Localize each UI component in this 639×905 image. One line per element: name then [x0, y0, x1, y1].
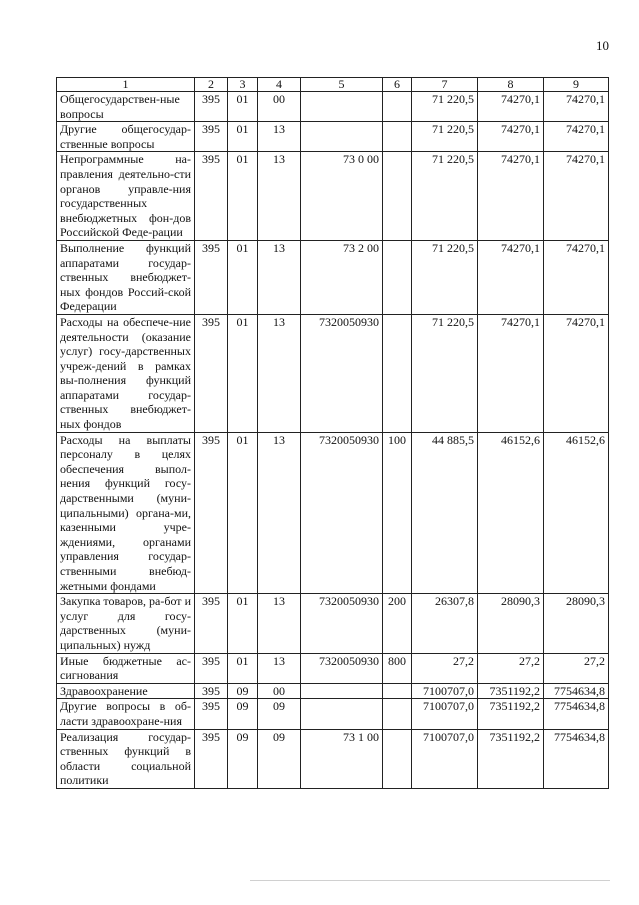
amount-col9-cell: 74270,1 [544, 122, 609, 152]
row-name-cell: Реализация государ-ственных функций в области социальной политики [57, 729, 195, 788]
admin-code-cell: 395 [195, 240, 228, 314]
amount-col8-cell: 7351192,2 [478, 683, 544, 699]
amount-col7-cell: 71 220,5 [412, 314, 478, 432]
subsection-cell: 00 [258, 92, 301, 122]
admin-code-cell: 395 [195, 314, 228, 432]
target-article-cell [301, 122, 383, 152]
row-name-cell: Выполнение функций аппаратами государ-ственных внебюджет-ных фондов Россий-ской Федерации [57, 240, 195, 314]
row-name-cell: Расходы на выплаты персоналу в целях обеспечения выпол-нения функций госу-дарственными (муни-ципальными) органа-ми, казенными учре-ждениями, органами управления государ-ственными внебюд-жетными фондами [57, 432, 195, 594]
row-name-cell: Расходы на обеспече-ние деятельности (оказание услуг) госу-дарственных учреж-дений в рамках вы-полнения функций аппаратами государ-ственных внебюджет-ных фондов [57, 314, 195, 432]
amount-col9-cell: 74270,1 [544, 152, 609, 241]
col-header-5: 5 [301, 78, 383, 92]
amount-col7-cell: 7100707,0 [412, 683, 478, 699]
table-row [57, 683, 609, 699]
admin-code-cell: 395 [195, 729, 228, 788]
admin-code-cell: 395 [195, 683, 228, 699]
amount-col7-cell: 7100707,0 [412, 699, 478, 729]
target-article-cell: 73 2 00 [301, 240, 383, 314]
expense-type-cell: 800 [383, 653, 412, 683]
row-name-cell: Непрограммные на-правления деятельно-сти органов управле-ния государственных внебюджетных фон-дов Российской Феде-рации [57, 152, 195, 241]
expense-type-cell: 100 [383, 432, 412, 594]
subsection-cell: 13 [258, 594, 301, 653]
amount-col8-cell: 74270,1 [478, 314, 544, 432]
admin-code-cell: 395 [195, 122, 228, 152]
col-header-2: 2 [195, 78, 228, 92]
admin-code-cell: 395 [195, 432, 228, 594]
subsection-cell: 13 [258, 432, 301, 594]
section-cell: 01 [228, 152, 258, 241]
expense-type-cell [383, 683, 412, 699]
table-row [57, 729, 609, 788]
subsection-cell: 13 [258, 122, 301, 152]
target-article-cell: 7320050930 [301, 432, 383, 594]
amount-col8-cell: 7351192,2 [478, 699, 544, 729]
amount-col9-cell: 74270,1 [544, 314, 609, 432]
target-article-cell: 7320050930 [301, 594, 383, 653]
row-name-cell: Другие вопросы в об-ласти здравоохране-ния [57, 699, 195, 729]
amount-col9-cell: 7754634,8 [544, 699, 609, 729]
footer-divider [250, 880, 610, 881]
table-row [57, 653, 609, 683]
amount-col8-cell: 7351192,2 [478, 729, 544, 788]
table-row [57, 699, 609, 729]
amount-col7-cell: 71 220,5 [412, 152, 478, 241]
amount-col8-cell: 74270,1 [478, 122, 544, 152]
amount-col8-cell: 74270,1 [478, 92, 544, 122]
admin-code-cell: 395 [195, 653, 228, 683]
amount-col7-cell: 71 220,5 [412, 240, 478, 314]
amount-col8-cell: 28090,3 [478, 594, 544, 653]
target-article-cell: 73 1 00 [301, 729, 383, 788]
row-name-cell: Здравоохранение [57, 683, 195, 699]
amount-col9-cell: 74270,1 [544, 240, 609, 314]
admin-code-cell: 395 [195, 92, 228, 122]
amount-col8-cell: 74270,1 [478, 152, 544, 241]
col-header-1: 1 [57, 78, 195, 92]
table-body [57, 92, 609, 789]
section-cell: 01 [228, 240, 258, 314]
admin-code-cell: 395 [195, 699, 228, 729]
section-cell: 01 [228, 432, 258, 594]
target-article-cell: 73 0 00 [301, 152, 383, 241]
row-name-cell: Общегосударствен-ные вопросы [57, 92, 195, 122]
row-name-cell: Другие общегосудар-ственные вопросы [57, 122, 195, 152]
table-row [57, 122, 609, 152]
admin-code-cell: 395 [195, 152, 228, 241]
target-article-cell [301, 683, 383, 699]
table-row [57, 152, 609, 241]
table-row [57, 240, 609, 314]
expense-type-cell [383, 92, 412, 122]
amount-col9-cell: 46152,6 [544, 432, 609, 594]
section-cell: 01 [228, 92, 258, 122]
target-article-cell [301, 699, 383, 729]
subsection-cell: 09 [258, 699, 301, 729]
section-cell: 09 [228, 729, 258, 788]
row-name-cell: Закупка товаров, ра-бот и услуг для госу-дарственных (муни-ципальных) нужд [57, 594, 195, 653]
subsection-cell: 13 [258, 152, 301, 241]
expense-type-cell [383, 240, 412, 314]
col-header-4: 4 [258, 78, 301, 92]
amount-col9-cell: 27,2 [544, 653, 609, 683]
header-row [57, 78, 609, 92]
section-cell: 01 [228, 653, 258, 683]
table-row [57, 432, 609, 594]
amount-col8-cell: 27,2 [478, 653, 544, 683]
expense-type-cell: 200 [383, 594, 412, 653]
amount-col7-cell: 7100707,0 [412, 729, 478, 788]
amount-col9-cell: 7754634,8 [544, 729, 609, 788]
col-header-3: 3 [228, 78, 258, 92]
page-number: 10 [596, 38, 609, 53]
subsection-cell: 13 [258, 240, 301, 314]
section-cell: 09 [228, 683, 258, 699]
amount-col9-cell: 7754634,8 [544, 683, 609, 699]
expense-type-cell [383, 729, 412, 788]
amount-col8-cell: 46152,6 [478, 432, 544, 594]
table-row [57, 594, 609, 653]
col-header-6: 6 [383, 78, 412, 92]
subsection-cell: 09 [258, 729, 301, 788]
target-article-cell: 7320050930 [301, 314, 383, 432]
subsection-cell: 13 [258, 653, 301, 683]
subsection-cell: 13 [258, 314, 301, 432]
section-cell: 01 [228, 314, 258, 432]
amount-col7-cell: 27,2 [412, 653, 478, 683]
amount-col7-cell: 26307,8 [412, 594, 478, 653]
expense-type-cell [383, 122, 412, 152]
amount-col8-cell: 74270,1 [478, 240, 544, 314]
admin-code-cell: 395 [195, 594, 228, 653]
col-header-7: 7 [412, 78, 478, 92]
amount-col7-cell: 71 220,5 [412, 122, 478, 152]
subsection-cell: 00 [258, 683, 301, 699]
budget-table [56, 77, 609, 789]
section-cell: 09 [228, 699, 258, 729]
target-article-cell: 7320050930 [301, 653, 383, 683]
target-article-cell [301, 92, 383, 122]
expense-type-cell [383, 152, 412, 241]
col-header-8: 8 [478, 78, 544, 92]
amount-col7-cell: 71 220,5 [412, 92, 478, 122]
table-row [57, 314, 609, 432]
amount-col9-cell: 74270,1 [544, 92, 609, 122]
expense-type-cell [383, 699, 412, 729]
expense-type-cell [383, 314, 412, 432]
section-cell: 01 [228, 594, 258, 653]
table-row [57, 92, 609, 122]
row-name-cell: Иные бюджетные ас-сигнования [57, 653, 195, 683]
section-cell: 01 [228, 122, 258, 152]
amount-col7-cell: 44 885,5 [412, 432, 478, 594]
col-header-9: 9 [544, 78, 609, 92]
amount-col9-cell: 28090,3 [544, 594, 609, 653]
